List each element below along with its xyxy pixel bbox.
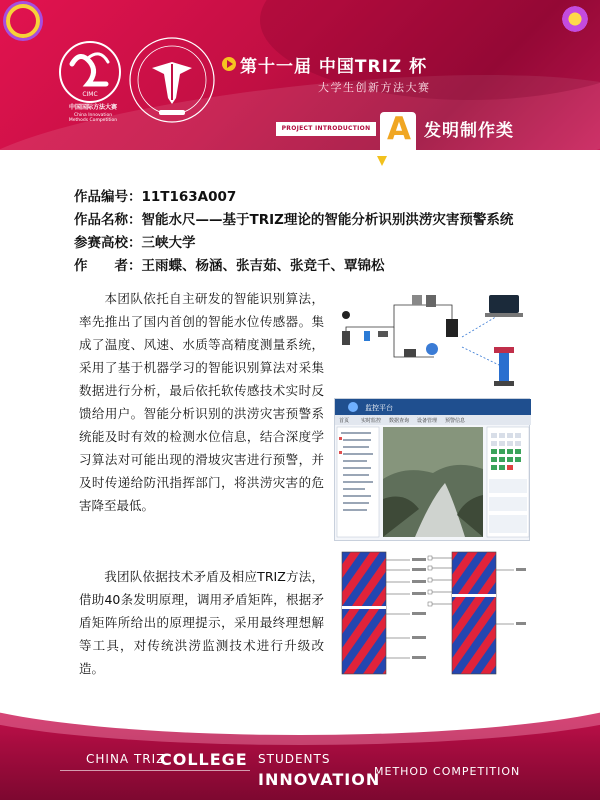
- footer-text-method-competition: METHOD COMPETITION: [374, 765, 521, 778]
- project-intro-label: PROJECT INTRODUCTION: [276, 122, 376, 136]
- footer-text-college: COLLEGE: [160, 750, 248, 769]
- info-author: [74, 255, 513, 278]
- footer-divider: [60, 770, 250, 771]
- software-tab-1: 首页: [339, 418, 350, 424]
- software-title: 监控平台: [365, 404, 393, 412]
- play-icon: [222, 57, 236, 71]
- info-number: [74, 186, 513, 209]
- footer-text-innovation: INNOVATION: [258, 770, 381, 789]
- software-tab-4: 设备管理: [417, 418, 438, 424]
- monitoring-software-graphic: [335, 399, 531, 542]
- info-number-value: 11T163A007: [141, 189, 237, 205]
- software-tab-2: 实时监控: [361, 418, 382, 424]
- project-info: [74, 186, 513, 278]
- paragraph-1-text: 本团队依托自主研发的智能识别算法，率先推出了国内首创的智能水位传感器。集成了温度、风速、水质等高精度测量系统，采用了基于机器学习的智能识别算法对采集数据进行分析，最后依托软传感技术实时反馈给用户。智能分析识别的洪涝灾害预警系统能及时有效的检测水位信息，结合深度学习算法对可能出现的滑坡灾害进行预警，并及时传递给防汛指挥部门，将洪涝灾害的危害降至最低。: [79, 291, 324, 513]
- category-name: 发明制作类: [424, 121, 514, 141]
- logo1-caption-en-2: Methods Competition: [68, 118, 118, 123]
- info-school-label: 参赛高校：: [74, 235, 142, 251]
- info-school-value: 三峡大学: [141, 235, 196, 251]
- description-paragraph-2: [79, 565, 324, 680]
- logo1-caption-en: [48, 113, 138, 123]
- info-name: [74, 209, 513, 232]
- system-diagram-figure: [334, 287, 530, 393]
- cimc-badge-text: CIMC: [82, 91, 98, 98]
- software-tab-3: 数据查询: [389, 418, 410, 424]
- info-author-label: 作 者：: [74, 258, 142, 274]
- triz-cup-emblem: [126, 34, 218, 126]
- cimc-logo: [58, 40, 122, 104]
- info-name-value: 智能水尺——基于TRIZ理论的智能分析识别洪涝灾害预警系统: [141, 212, 514, 228]
- software-tab-5: 预警信息: [445, 418, 466, 424]
- footer-text-students: STUDENTS: [258, 752, 331, 766]
- monitoring-software-figure: [334, 398, 530, 541]
- logo1-caption: 中国国际方法大赛: [68, 104, 117, 111]
- info-name-label: 作品名称：: [74, 212, 142, 228]
- contest-subtitle: 大学生创新方法大赛: [318, 81, 431, 94]
- water-gauge-structure-figure: [334, 548, 530, 678]
- decor-ring-left: [6, 4, 40, 38]
- description-paragraph-1: [79, 287, 324, 517]
- triangle-marker-icon: [377, 156, 387, 166]
- contest-title: 第十一届 中国TRIZ 杯: [240, 57, 428, 77]
- category-letter: A: [387, 111, 411, 147]
- footer-text-china-triz: CHINA TRIZ: [86, 752, 166, 766]
- info-number-label: 作品编号：: [74, 189, 142, 205]
- info-school: [74, 232, 513, 255]
- decor-ring-right: [560, 4, 590, 34]
- info-author-value: 王雨蝶、杨涵、张吉茹、张竞千、覃锦松: [141, 258, 385, 274]
- paragraph-2-text: 我团队依据技术矛盾及相应TRIZ方法，借助40条发明原理，调用矛盾矩阵，根据矛盾矩阵所给出的原理提示，采用最终理想解等工具，对传统洪涝监测技术进行升级改造。: [79, 569, 324, 676]
- logo1-caption-en-1: China Innovation: [73, 113, 113, 118]
